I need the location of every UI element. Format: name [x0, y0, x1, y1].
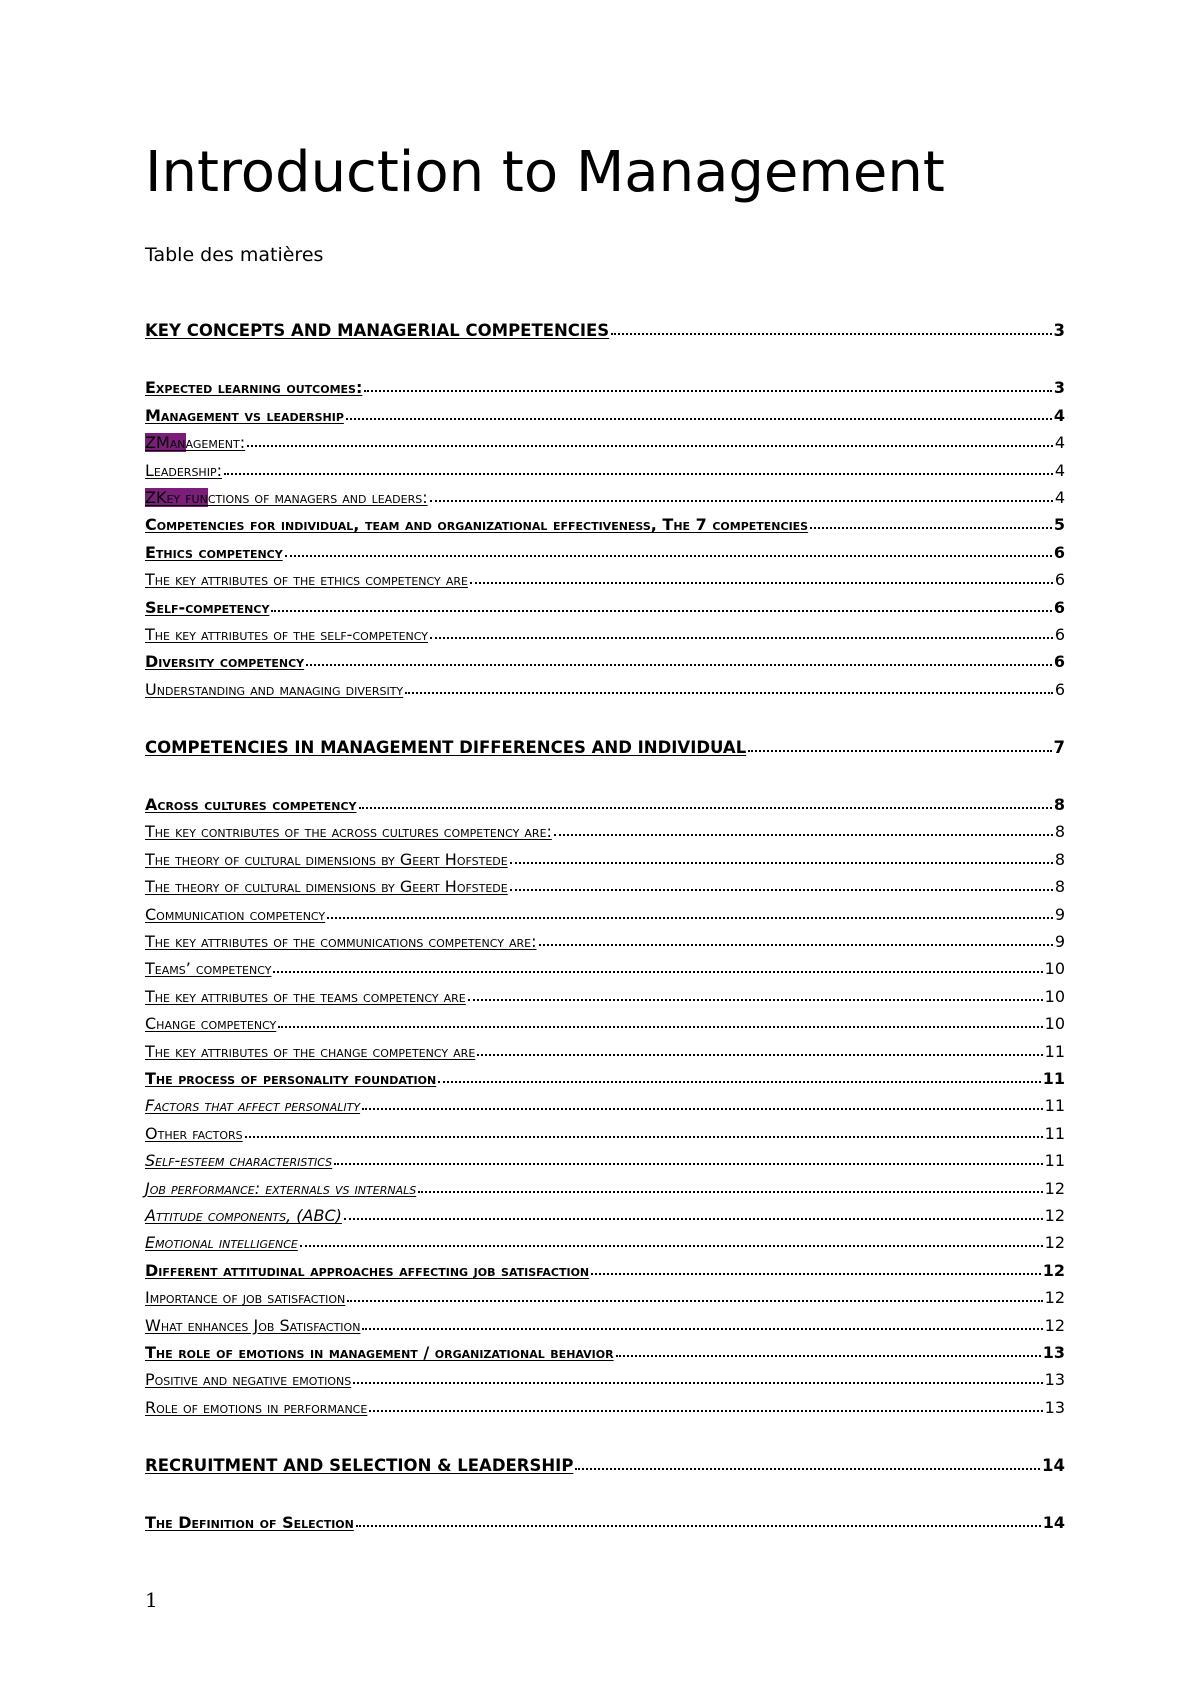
- toc-page-number: 14: [1042, 1513, 1065, 1533]
- toc-page-number: 8: [1053, 795, 1065, 815]
- toc-entry-label: [145, 1315, 360, 1337]
- dot-leader: [438, 1081, 1041, 1083]
- toc-entry[interactable]: [145, 646, 1065, 673]
- toc-entry[interactable]: [145, 898, 1065, 925]
- dot-leader: [430, 637, 1053, 639]
- toc-entry-text: The Definition of Selection: [145, 1513, 354, 1533]
- toc-page-number: 11: [1044, 1123, 1065, 1143]
- toc-entry-label: [145, 1232, 298, 1254]
- dot-leader: [347, 1300, 1042, 1302]
- toc-entry-label: [145, 794, 357, 816]
- dot-leader: [748, 750, 1051, 752]
- toc-entry-label: [145, 1455, 573, 1477]
- toc-entry-text: Factors that affect personality: [145, 1096, 361, 1116]
- toc-entry[interactable]: [145, 953, 1065, 980]
- toc-page-number: 8: [1054, 849, 1065, 869]
- toc-page-number: 6: [1054, 679, 1065, 699]
- toc-entry-text: Job performance: externals vs internals: [145, 1178, 417, 1198]
- toc-entry-text: Other factors: [145, 1123, 243, 1143]
- toc-entry-text: COMPETENCIES IN MANAGEMENT DIFFERENCES AND INDIVIDUAL: [145, 737, 747, 757]
- toc-entry[interactable]: [145, 1172, 1065, 1199]
- toc-entry[interactable]: [145, 1200, 1065, 1227]
- toc-entry-text: Expected learning outcomes:: [145, 378, 363, 398]
- toc-entry[interactable]: [145, 1008, 1065, 1035]
- toc-page-number: 13: [1044, 1397, 1065, 1417]
- toc-page-number: 7: [1053, 737, 1065, 757]
- toc-entry[interactable]: [145, 1337, 1065, 1364]
- dot-leader: [306, 664, 1052, 666]
- toc-entry-label: [145, 569, 468, 591]
- toc-section-entry[interactable]: [145, 310, 1065, 342]
- toc-entry-label: [145, 904, 325, 926]
- toc-page-number: 12: [1044, 1233, 1065, 1253]
- toc-entry-text: The key attributes of the change competency are: [145, 1041, 476, 1061]
- toc-page-number: 12: [1042, 1260, 1065, 1280]
- toc-page-number: 13: [1042, 1342, 1065, 1362]
- toc-entry-label: [145, 1068, 436, 1090]
- dot-leader: [362, 1108, 1043, 1110]
- dot-leader: [418, 1191, 1042, 1193]
- toc-section-entry[interactable]: [145, 727, 1065, 759]
- toc-entry-text: The key contributes of the across cultures competency are:: [145, 822, 552, 842]
- toc-entry-label: [145, 958, 271, 980]
- dot-leader: [278, 1026, 1042, 1028]
- toc-entry-label: [145, 624, 428, 646]
- dot-leader: [554, 834, 1053, 836]
- toc-page-number: 12: [1044, 1288, 1065, 1308]
- toc-entry[interactable]: [145, 980, 1065, 1007]
- toc-entry-text: Across cultures competency: [145, 795, 357, 815]
- toc-page-number: 4: [1054, 460, 1065, 480]
- toc-entry[interactable]: [145, 509, 1065, 536]
- toc-entry-text: Understanding and managing diversity: [145, 679, 404, 699]
- toc-entry-text: Self-esteem characteristics: [145, 1151, 333, 1171]
- toc-page-number: 11: [1042, 1068, 1065, 1088]
- toc-entry-label: [145, 1397, 367, 1419]
- dot-leader: [369, 1410, 1042, 1412]
- toc-page-number: 8: [1054, 877, 1065, 897]
- toc-entry-label: [145, 460, 222, 482]
- toc-entry-label: [145, 931, 537, 953]
- toc-entry[interactable]: [145, 1063, 1065, 1090]
- toc-entry[interactable]: [145, 1090, 1065, 1117]
- toc-entry-text: Diversity competency: [145, 652, 305, 672]
- toc-entry-label: [145, 986, 466, 1008]
- toc-entry-label: [145, 514, 808, 536]
- dot-leader: [611, 333, 1051, 335]
- toc-entry-label: [145, 1178, 416, 1200]
- toc-entry-label: [145, 1041, 475, 1063]
- toc-entry-text: Importance of job satisfaction: [145, 1288, 346, 1308]
- dot-leader: [353, 1382, 1042, 1384]
- highlighted-text: ZMan: [145, 433, 186, 453]
- toc-entry[interactable]: [145, 1364, 1065, 1391]
- toc-entry-text: The theory of cultural dimensions by Geert Hofstede: [145, 877, 508, 897]
- toc-entry-text: ctions of managers and leaders:: [207, 487, 428, 507]
- toc-entry[interactable]: [145, 926, 1065, 953]
- document-title: Introduction to Management: [145, 140, 945, 205]
- toc-page-number: 3: [1053, 321, 1065, 340]
- toc-entry[interactable]: [145, 1145, 1065, 1172]
- toc-entry-text: Attitude components, (ABC): [145, 1205, 342, 1225]
- toc-page-number: 6: [1053, 542, 1065, 562]
- dot-leader: [334, 1163, 1042, 1165]
- dot-leader: [344, 1218, 1043, 1220]
- toc-entry-label: [145, 1512, 354, 1534]
- toc-page-number: 3: [1053, 378, 1065, 398]
- toc-page-number: 12: [1044, 1315, 1065, 1335]
- dot-leader: [468, 999, 1043, 1001]
- dot-leader: [575, 1468, 1040, 1470]
- toc-entry-label: [145, 542, 283, 564]
- toc-entry-label: [145, 487, 428, 509]
- dot-leader: [346, 418, 1052, 420]
- toc-entry-label: [145, 1013, 276, 1035]
- toc-entry[interactable]: [145, 1507, 1065, 1534]
- toc-page-number: 4: [1054, 433, 1065, 453]
- toc-entry-label: [145, 597, 269, 619]
- toc-entry-label: [145, 821, 552, 843]
- toc-entry-label: [145, 849, 508, 871]
- toc-page-number: 10: [1044, 986, 1065, 1006]
- toc-entry-label: [145, 1287, 345, 1309]
- toc-entry-text: Change competency: [145, 1014, 277, 1034]
- toc-entry-text: agement:: [185, 433, 246, 453]
- toc-page-number: 14: [1042, 1455, 1065, 1475]
- toc-entry-text: Leadership:: [145, 460, 222, 480]
- dot-leader: [327, 917, 1053, 919]
- toc-entry[interactable]: [145, 454, 1065, 481]
- toc-entry[interactable]: [145, 482, 1065, 509]
- toc-entry-label: [145, 651, 304, 673]
- dot-leader: [405, 692, 1053, 694]
- toc-page-number: 5: [1053, 515, 1065, 535]
- dot-leader: [300, 1245, 1043, 1247]
- toc-page-number: 9: [1054, 904, 1065, 924]
- toc-entry[interactable]: [145, 1035, 1065, 1062]
- toc-entry-text: Self-competency: [145, 597, 270, 617]
- dot-leader: [362, 1328, 1042, 1330]
- toc-entry-text: What enhances Job Satisfaction: [145, 1315, 361, 1335]
- toc-entry-label: [145, 377, 362, 399]
- toc-page-number: 8: [1054, 822, 1065, 842]
- toc-entry-label: [145, 1095, 360, 1117]
- toc-entry-text: The role of emotions in management / organizational behavior: [145, 1342, 614, 1362]
- toc-entry-label: [145, 1150, 332, 1172]
- dot-leader: [430, 500, 1053, 502]
- toc-section-entry[interactable]: [145, 1445, 1065, 1477]
- dot-leader: [810, 527, 1052, 529]
- toc-entry-label: [145, 1342, 614, 1364]
- toc-page-number: 12: [1044, 1178, 1065, 1198]
- toc-entry[interactable]: [145, 427, 1065, 454]
- dot-leader: [224, 473, 1053, 475]
- dot-leader: [591, 1273, 1041, 1275]
- toc-entry-text: The key attributes of the teams competency are: [145, 986, 466, 1006]
- dot-leader: [356, 1525, 1041, 1527]
- toc-entry[interactable]: [145, 619, 1065, 646]
- toc-entry-label: [145, 1123, 243, 1145]
- toc-entry-label: [145, 737, 746, 759]
- toc-page-number: 10: [1044, 1014, 1065, 1034]
- toc-entry-text: KEY CONCEPTS AND MANAGERIAL COMPETENCIES: [145, 321, 610, 340]
- toc-page-number: 12: [1044, 1205, 1065, 1225]
- dot-leader: [364, 390, 1051, 392]
- toc-entry[interactable]: [145, 871, 1065, 898]
- toc-entry-text: Teams’ competency: [145, 959, 272, 979]
- dot-leader: [510, 889, 1053, 891]
- toc-entry[interactable]: [145, 789, 1065, 816]
- toc-page-number: 4: [1053, 405, 1065, 425]
- toc-entry-text: Communication competency: [145, 904, 326, 924]
- dot-leader: [271, 610, 1051, 612]
- toc-entry-text: Competencies for individual, team and organizational effectiveness, The 7 competencies: [145, 515, 809, 535]
- toc-page-number: 9: [1054, 932, 1065, 952]
- toc-entry-text: The process of personality foundation: [145, 1068, 437, 1088]
- dot-leader: [245, 1136, 1043, 1138]
- toc-entry[interactable]: [145, 1254, 1065, 1281]
- toc-page-number: 13: [1044, 1370, 1065, 1390]
- toc-entry-label: [145, 405, 344, 427]
- toc-entry[interactable]: [145, 591, 1065, 618]
- toc-entry-label: [145, 320, 609, 342]
- toc-entry[interactable]: [145, 1309, 1065, 1336]
- toc-entry-text: Positive and negative emotions: [145, 1370, 352, 1390]
- toc-page-number: 10: [1044, 959, 1065, 979]
- toc-page-number: 6: [1053, 597, 1065, 617]
- toc-entry-label: [145, 1369, 351, 1391]
- toc-page-number: 6: [1053, 652, 1065, 672]
- toc-page-number: 6: [1054, 624, 1065, 644]
- dot-leader: [470, 582, 1053, 584]
- toc-entry-text: The key attributes of the communications competency are:: [145, 932, 537, 952]
- toc-entry[interactable]: [145, 536, 1065, 563]
- toc-entry-text: Ethics competency: [145, 542, 283, 562]
- toc-entry[interactable]: [145, 564, 1065, 591]
- toc-entry[interactable]: [145, 843, 1065, 870]
- dot-leader: [247, 445, 1053, 447]
- toc-entry[interactable]: [145, 1227, 1065, 1254]
- toc-entry[interactable]: [145, 1117, 1065, 1144]
- toc-entry[interactable]: [145, 372, 1065, 399]
- toc-heading: Table des matières: [145, 244, 324, 266]
- toc-entry-text: RECRUITMENT AND SELECTION & LEADERSHIP: [145, 1455, 574, 1475]
- toc-entry[interactable]: [145, 816, 1065, 843]
- dot-leader: [510, 862, 1053, 864]
- toc-entry[interactable]: [145, 399, 1065, 426]
- dot-leader: [477, 1054, 1042, 1056]
- dot-leader: [285, 555, 1052, 557]
- toc-entry-label: [145, 876, 508, 898]
- toc-page-number: 11: [1044, 1041, 1065, 1061]
- toc-entry-text: Emotional intelligence: [145, 1233, 298, 1253]
- toc-entry-text: The theory of cultural dimensions by Geert Hofstede: [145, 849, 508, 869]
- dot-leader: [359, 807, 1052, 809]
- toc-entry-label: [145, 1260, 589, 1282]
- toc-entry-text: Management vs leadership: [145, 405, 344, 425]
- toc-entry[interactable]: [145, 673, 1065, 700]
- toc-page-number: 4: [1054, 487, 1065, 507]
- toc-entry[interactable]: [145, 1282, 1065, 1309]
- toc-page-number: 6: [1054, 570, 1065, 590]
- toc-entry-label: [145, 679, 403, 701]
- dot-leader: [616, 1355, 1041, 1357]
- highlighted-text: ZKey fun: [145, 487, 208, 507]
- toc-entry-text: The key attributes of the ethics competency are: [145, 570, 468, 590]
- toc-entry-label: [145, 432, 245, 454]
- toc-entry-text: Role of emotions in performance: [145, 1397, 368, 1417]
- table-of-contents: [145, 310, 1065, 1534]
- dot-leader: [539, 944, 1053, 946]
- dot-leader: [273, 971, 1042, 973]
- toc-entry-text: The key attributes of the self-competency: [145, 624, 428, 644]
- toc-page-number: 11: [1044, 1096, 1065, 1116]
- toc-entry[interactable]: [145, 1391, 1065, 1418]
- toc-page-number: 11: [1044, 1151, 1065, 1171]
- page-number: 1: [145, 1588, 158, 1612]
- toc-entry-label: [145, 1205, 342, 1227]
- toc-entry-text: Different attitudinal approaches affecting job satisfaction: [145, 1260, 590, 1280]
